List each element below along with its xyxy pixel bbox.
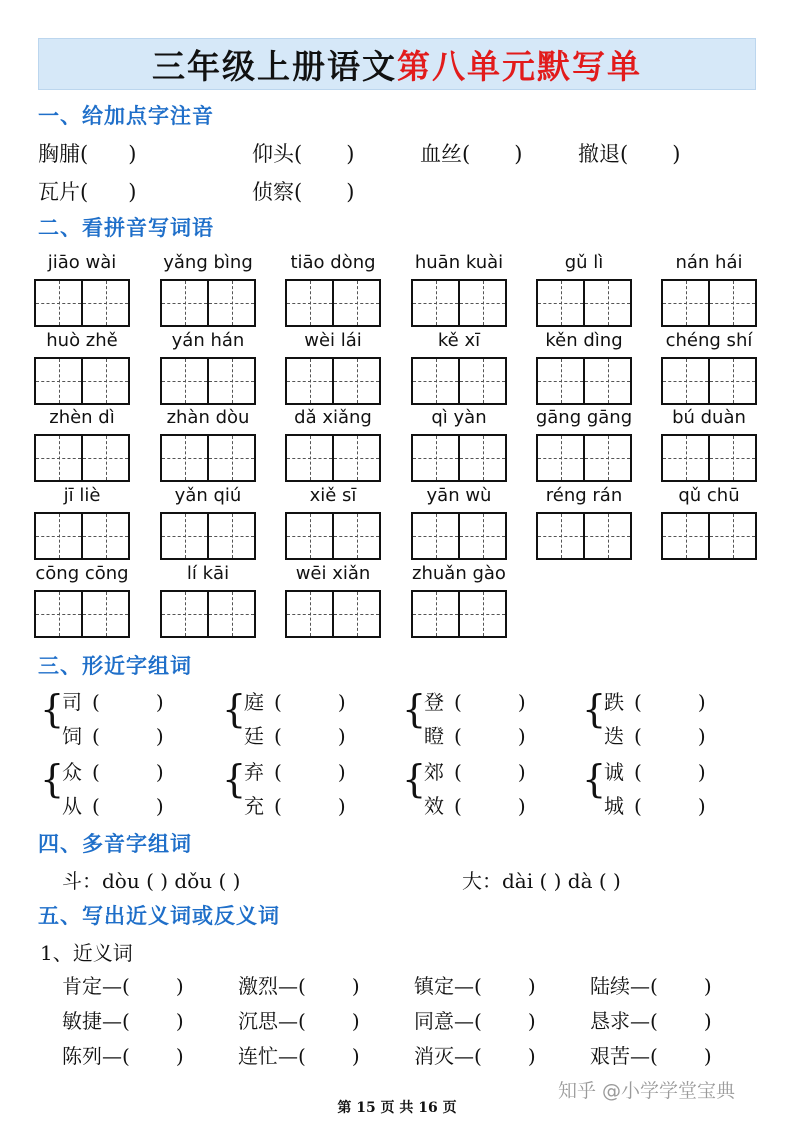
writing-cell[interactable] [458, 436, 505, 480]
writing-box[interactable] [661, 357, 757, 405]
writing-cell[interactable] [81, 592, 128, 636]
synonym-item: 艰苦—( ) [590, 1044, 712, 1068]
pinyin-label: gāng gāng [535, 407, 633, 428]
writing-box[interactable] [661, 279, 757, 327]
writing-cell[interactable] [287, 592, 332, 636]
brace-icon: { [222, 687, 247, 731]
synonym-item: 沉思—( ) [238, 1009, 360, 1033]
writing-box[interactable] [285, 357, 381, 405]
writing-cell[interactable] [36, 281, 81, 325]
synonym-item: 恳求—( ) [590, 1009, 712, 1033]
writing-cell[interactable] [538, 436, 583, 480]
phonetic-item: 侦察( ) [252, 180, 355, 204]
writing-cell[interactable] [162, 281, 207, 325]
section1-items [38, 138, 758, 208]
pinyin-label: jī liè [63, 485, 101, 506]
writing-cell[interactable] [332, 359, 379, 403]
similar-char-item: 跌 ( ) [604, 690, 706, 714]
writing-box[interactable] [34, 434, 130, 482]
phonetic-item: 仰头( ) [252, 142, 355, 166]
brace-icon: { [402, 687, 427, 731]
pinyin-label: yān wù [426, 485, 492, 506]
writing-cell[interactable] [458, 514, 505, 558]
similar-char-item: 司 ( ) [62, 690, 164, 714]
pinyin-label: réng rán [545, 485, 623, 506]
writing-cell[interactable] [708, 436, 755, 480]
writing-cell[interactable] [332, 281, 379, 325]
pinyin-label: jiāo wài [47, 252, 117, 273]
writing-cell[interactable] [583, 281, 630, 325]
brace-icon: { [582, 687, 607, 731]
writing-box[interactable] [536, 434, 632, 482]
pinyin-label: zhèn dì [49, 407, 115, 428]
pinyin-label: bú duàn [672, 407, 746, 428]
writing-cell[interactable] [36, 514, 81, 558]
writing-cell[interactable] [207, 281, 254, 325]
brace-icon: { [402, 757, 427, 801]
writing-cell[interactable] [36, 436, 81, 480]
writing-box[interactable] [160, 512, 256, 560]
writing-cell[interactable] [162, 514, 207, 558]
similar-char-item: 瞪 ( ) [424, 724, 526, 748]
writing-box[interactable] [536, 512, 632, 560]
phonetic-item: 撤退( ) [578, 142, 681, 166]
writing-cell[interactable] [663, 436, 708, 480]
writing-cell[interactable] [583, 436, 630, 480]
synonym-item: 消灭—( ) [414, 1044, 536, 1068]
writing-box[interactable] [34, 512, 130, 560]
page-number: 第 15 页 共 16 页 [337, 1100, 457, 1116]
brace-icon: { [582, 757, 607, 801]
writing-cell[interactable] [81, 514, 128, 558]
similar-char-item: 弃 ( ) [244, 760, 346, 784]
writing-cell[interactable] [663, 281, 708, 325]
synonym-item: 敏捷—( ) [62, 1009, 184, 1033]
pinyin-label: huān kuài [414, 252, 504, 273]
pinyin-label: xiě sī [309, 485, 357, 506]
writing-cell[interactable] [708, 514, 755, 558]
writing-cell[interactable] [81, 359, 128, 403]
writing-box[interactable] [34, 279, 130, 327]
writing-box[interactable] [285, 434, 381, 482]
writing-cell[interactable] [413, 359, 458, 403]
brace-icon: { [40, 687, 65, 731]
synonym-item: 激烈—( ) [238, 974, 360, 998]
similar-char-item: 众 ( ) [62, 760, 164, 784]
writing-cell[interactable] [458, 592, 505, 636]
writing-box[interactable] [34, 357, 130, 405]
writing-cell[interactable] [413, 436, 458, 480]
section1-heading: 一、给加点字注音 [38, 103, 214, 128]
writing-box[interactable] [411, 512, 507, 560]
writing-cell[interactable] [207, 514, 254, 558]
writing-cell[interactable] [538, 514, 583, 558]
writing-cell[interactable] [287, 436, 332, 480]
phonetic-item: 胸脯( ) [38, 142, 137, 166]
phonetic-item: 瓦片( ) [38, 180, 137, 204]
pinyin-label: kě xī [437, 330, 481, 351]
writing-cell[interactable] [663, 514, 708, 558]
similar-char-item: 从 ( ) [62, 794, 164, 818]
pinyin-label: zhàn dòu [166, 407, 250, 428]
pinyin-label: yán hán [171, 330, 245, 351]
polyphone-dou: 斗：dòu ( ) dǒu ( ) [62, 869, 241, 893]
writing-cell[interactable] [663, 359, 708, 403]
section3-heading: 三、形近字组词 [38, 653, 192, 678]
writing-cell[interactable] [583, 359, 630, 403]
pinyin-label: lí kāi [186, 563, 230, 584]
similar-char-item: 廷 ( ) [244, 724, 346, 748]
writing-cell[interactable] [36, 359, 81, 403]
writing-cell[interactable] [162, 436, 207, 480]
pinyin-label: chéng shí [665, 330, 753, 351]
synonym-item: 镇定—( ) [414, 974, 536, 998]
pinyin-label: gǔ lì [564, 252, 604, 273]
writing-cell[interactable] [458, 281, 505, 325]
section4-heading: 四、多音字组词 [38, 831, 192, 856]
similar-char-item: 诚 ( ) [604, 760, 706, 784]
pinyin-label: qì yàn [431, 407, 487, 428]
writing-cell[interactable] [162, 359, 207, 403]
writing-cell[interactable] [332, 592, 379, 636]
writing-box[interactable] [160, 434, 256, 482]
writing-cell[interactable] [287, 281, 332, 325]
brace-icon: { [40, 757, 65, 801]
writing-box[interactable] [34, 590, 130, 638]
writing-cell[interactable] [81, 281, 128, 325]
synonym-item: 同意—( ) [414, 1009, 536, 1033]
writing-cell[interactable] [538, 359, 583, 403]
writing-cell[interactable] [413, 281, 458, 325]
pinyin-label: yǎng bìng [163, 252, 253, 273]
writing-cell[interactable] [708, 359, 755, 403]
similar-char-item: 效 ( ) [424, 794, 526, 818]
section5-heading: 五、写出近义词或反义词 [38, 903, 280, 928]
writing-box[interactable] [661, 434, 757, 482]
writing-box[interactable] [411, 590, 507, 638]
synonym-item: 连忙—( ) [238, 1044, 360, 1068]
pinyin-label: kěn dìng [545, 330, 623, 351]
writing-cell[interactable] [287, 514, 332, 558]
similar-char-item: 迭 ( ) [604, 724, 706, 748]
writing-box[interactable] [160, 279, 256, 327]
title-grade: 三年级上册语文 [152, 46, 397, 86]
pinyin-label: yǎn qiú [174, 485, 242, 506]
writing-box[interactable] [285, 512, 381, 560]
synonyms-subheading: 1、近义词 [40, 941, 133, 965]
similar-char-item: 登 ( ) [424, 690, 526, 714]
writing-cell[interactable] [81, 436, 128, 480]
writing-box[interactable] [411, 279, 507, 327]
writing-cell[interactable] [332, 514, 379, 558]
writing-box[interactable] [160, 357, 256, 405]
writing-cell[interactable] [36, 592, 81, 636]
similar-char-item: 城 ( ) [604, 794, 706, 818]
similar-char-item: 郊 ( ) [424, 760, 526, 784]
writing-cell[interactable] [207, 592, 254, 636]
pinyin-label: qǔ chū [678, 485, 740, 506]
similar-char-item: 充 ( ) [244, 794, 346, 818]
writing-box[interactable] [160, 590, 256, 638]
synonym-item: 肯定—( ) [62, 974, 184, 998]
writing-box[interactable] [536, 357, 632, 405]
writing-cell[interactable] [207, 436, 254, 480]
pinyin-label: tiāo dòng [290, 252, 376, 273]
writing-box[interactable] [285, 279, 381, 327]
polyphone-da: 大：dài ( ) dà ( ) [462, 869, 621, 893]
writing-box[interactable] [411, 434, 507, 482]
writing-cell[interactable] [413, 514, 458, 558]
similar-char-item: 饲 ( ) [62, 724, 164, 748]
title-unit: 第八单元默写单 [397, 46, 642, 86]
watermark: 知乎 @小学学堂宝典 [558, 1080, 736, 1102]
writing-box[interactable] [411, 357, 507, 405]
page-title [38, 38, 756, 90]
pinyin-label: zhuǎn gào [412, 563, 506, 584]
writing-box[interactable] [536, 279, 632, 327]
phonetic-item: 血丝( ) [420, 142, 523, 166]
writing-cell[interactable] [332, 436, 379, 480]
pinyin-label: wēi xiǎn [295, 563, 371, 584]
writing-cell[interactable] [458, 359, 505, 403]
writing-cell[interactable] [413, 592, 458, 636]
similar-char-item: 庭 ( ) [244, 690, 346, 714]
pinyin-label: dǎ xiǎng [294, 407, 372, 428]
pinyin-label: nán hái [675, 252, 743, 273]
writing-cell[interactable] [287, 359, 332, 403]
writing-cell[interactable] [162, 592, 207, 636]
writing-cell[interactable] [538, 281, 583, 325]
pinyin-label: cōng cōng [35, 563, 129, 584]
writing-cell[interactable] [207, 359, 254, 403]
brace-icon: { [222, 757, 247, 801]
writing-cell[interactable] [583, 514, 630, 558]
synonym-item: 陈列—( ) [62, 1044, 184, 1068]
synonym-item: 陆续—( ) [590, 974, 712, 998]
pinyin-label: huò zhě [46, 330, 118, 351]
writing-box[interactable] [285, 590, 381, 638]
writing-cell[interactable] [708, 281, 755, 325]
section2-heading: 二、看拼音写词语 [38, 215, 214, 240]
writing-box[interactable] [661, 512, 757, 560]
pinyin-label: wèi lái [304, 330, 362, 351]
